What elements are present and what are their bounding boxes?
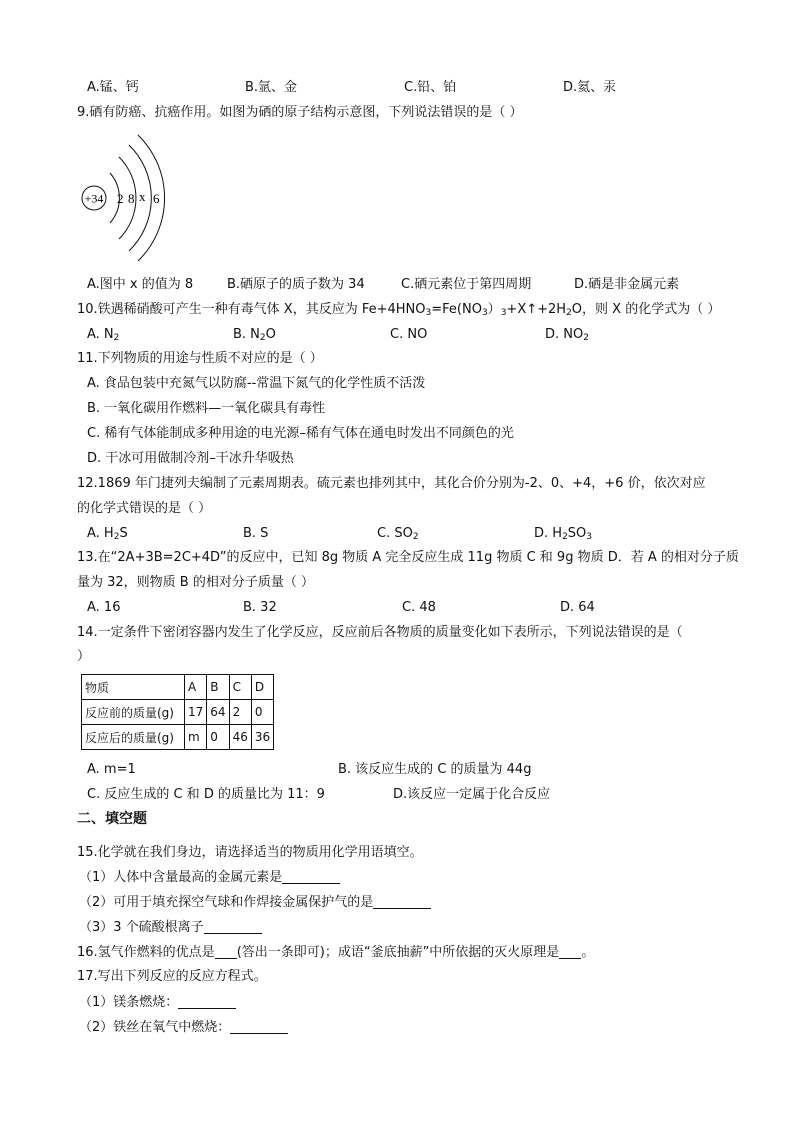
q12-stem-line-2: 的化学式错误的是（ ） (77, 501, 212, 516)
q11-option-c: C. 稀有气体能制成多种用途的电光源–稀有气体在通电时发出不同颜色的光 (87, 426, 514, 441)
q14-option-b: B. 该反应生成的 C 的质量为 44g (338, 762, 532, 777)
q11-option-d: D. 干冰可用做制冷剂–干冰升华吸热 (87, 451, 294, 466)
shell-electrons-1: 2 (117, 191, 124, 206)
q15-item-1: （1）人体中含量最高的金属元素是 (79, 868, 340, 888)
q13-option-a: A. 16 (87, 600, 121, 615)
q13-stem-line-2: 量为 32，则物质 B 的相对分子质量（ ） (77, 575, 314, 590)
q12-option-c: C. $SO_2$ (377, 526, 419, 542)
q12-option-b: B. S (243, 526, 269, 541)
answer-blank[interactable] (230, 1019, 288, 1034)
q12-option-d: D. $H_2SO_3$ (534, 526, 593, 542)
nucleus-charge: +34 (84, 191, 104, 206)
table-header-cell: B (207, 675, 229, 700)
q10-option-b: B. $N_2O$ (233, 327, 276, 343)
q10-option-c: C. NO (390, 327, 428, 342)
q9-option-b: B.硒原子的质子数为 34 (227, 277, 365, 292)
table-row (82, 700, 274, 725)
q13-option-b: B. 32 (243, 600, 277, 615)
mass-change-table (81, 674, 274, 750)
table-cell: 反应后的质量(g) (82, 725, 185, 750)
table-cell: 2 (229, 700, 251, 725)
q17-item-1: （1）镁条燃烧： (79, 993, 236, 1013)
q11-stem: 11.下列物质的用途与性质不对应的是（ ） (77, 351, 323, 366)
q11-option-b: B. 一氧化碳用作燃料—一氧化碳具有毒性 (87, 401, 326, 416)
q12-stem-line-1: 12.1869 年门捷列夫编制了元素周期表。硫元素也排列其中，其化合价分别为-2、0、+4，+6 价，依次对应 (77, 476, 706, 491)
answer-blank[interactable] (204, 919, 262, 934)
table-cell: 36 (251, 725, 273, 750)
q10-stem: 10.铁遇稀硝酸可产生一种有毒气体 X，其反应为 $Fe+4HNO_3=Fe(NO_3)_3+X↑+2H_2O$，则 X 的化学式为（ ） (77, 302, 721, 318)
q9-option-c: C.硒元素位于第四周期 (401, 277, 532, 292)
shell-electrons-4: 6 (153, 191, 160, 206)
answer-blank[interactable] (178, 994, 236, 1009)
q14-option-d: D.该反应一定属于化合反应 (393, 787, 551, 802)
shell-electrons-2: 8 (128, 191, 135, 206)
table-header-row (82, 675, 274, 700)
q11-option-a: A. 食品包装中充氮气以防腐--常温下氮气的化学性质不活泼 (87, 376, 426, 391)
q14-option-c: C. 反应生成的 C 和 D 的质量比为 11：9 (87, 787, 325, 802)
q10-option-d: D. $NO_2$ (545, 327, 589, 343)
answer-blank[interactable] (282, 869, 340, 884)
table-cell: 反应前的质量(g) (82, 700, 185, 725)
table-cell: 64 (207, 700, 229, 725)
q8-option-d: D.氦、汞 (563, 80, 617, 95)
q9-option-a: A.图中 x 的值为 8 (87, 277, 194, 292)
q17-item-2: （2）铁丝在氧气中燃烧： (79, 1018, 288, 1038)
q14-option-a: A. m=1 (87, 762, 136, 777)
q12-option-a: A. $H_2S$ (87, 526, 128, 542)
q17-stem: 17.写出下列反应的反应方程式。 (77, 969, 267, 984)
q8-option-a: A.锰、钙 (87, 80, 139, 95)
q8-option-b: B.氩、金 (245, 80, 298, 95)
q14-stem-line-1: 14.一定条件下密闭容器内发生了化学反应，反应前后各物质的质量变化如下表所示，下列说法错误的是（ (77, 625, 683, 640)
q13-option-c: C. 48 (402, 600, 436, 615)
q9-option-d: D.硒是非金属元素 (574, 277, 680, 292)
selenium-atom-structure-diagram (74, 133, 174, 273)
table-cell: 0 (207, 725, 229, 750)
q15-stem: 15.化学就在我们身边，请选择适当的物质用化学用语填空。 (77, 845, 423, 860)
q13-stem-line-1: 13.在“2A+3B=2C+4D”的反应中，已知 8g 物质 A 完全反应生成 11g 物质 C 和 9g 物质 D．若 A 的相对分子质 (77, 550, 739, 565)
q14-stem-line-2: ） (77, 649, 91, 664)
shell-electrons-3: x (139, 189, 146, 204)
q8-option-c: C.铅、铂 (404, 80, 457, 95)
table-cell: 46 (229, 725, 251, 750)
q9-stem: 9.硒有防癌、抗癌作用。如图为硒的原子结构示意图，下列说法错误的是（ ） (77, 105, 523, 120)
q10-option-a: A. $N_2$ (87, 327, 120, 343)
q13-option-d: D. 64 (560, 600, 595, 615)
answer-blank[interactable] (559, 944, 581, 959)
table-cell: m (185, 725, 207, 750)
q15-item-3: （3）3 个硫酸根离子 (79, 918, 262, 938)
table-header-cell: C (229, 675, 251, 700)
table-header-cell: 物质 (82, 675, 185, 700)
section-title: 二、填空题 (77, 811, 147, 827)
answer-blank[interactable] (215, 944, 237, 959)
table-cell: 17 (185, 700, 207, 725)
table-cell: 0 (251, 700, 273, 725)
q16-stem: 16.氢气作燃料的优点是 (答出一条即可)；成语“釜底抽薪”中所依据的灭火原理是 。 (77, 945, 595, 960)
table-header-cell: D (251, 675, 273, 700)
answer-blank[interactable] (373, 894, 431, 909)
q15-item-2: （2）可用于填充探空气球和作焊接金属保护气的是 (79, 893, 431, 913)
table-row (82, 725, 274, 750)
table-header-cell: A (185, 675, 207, 700)
